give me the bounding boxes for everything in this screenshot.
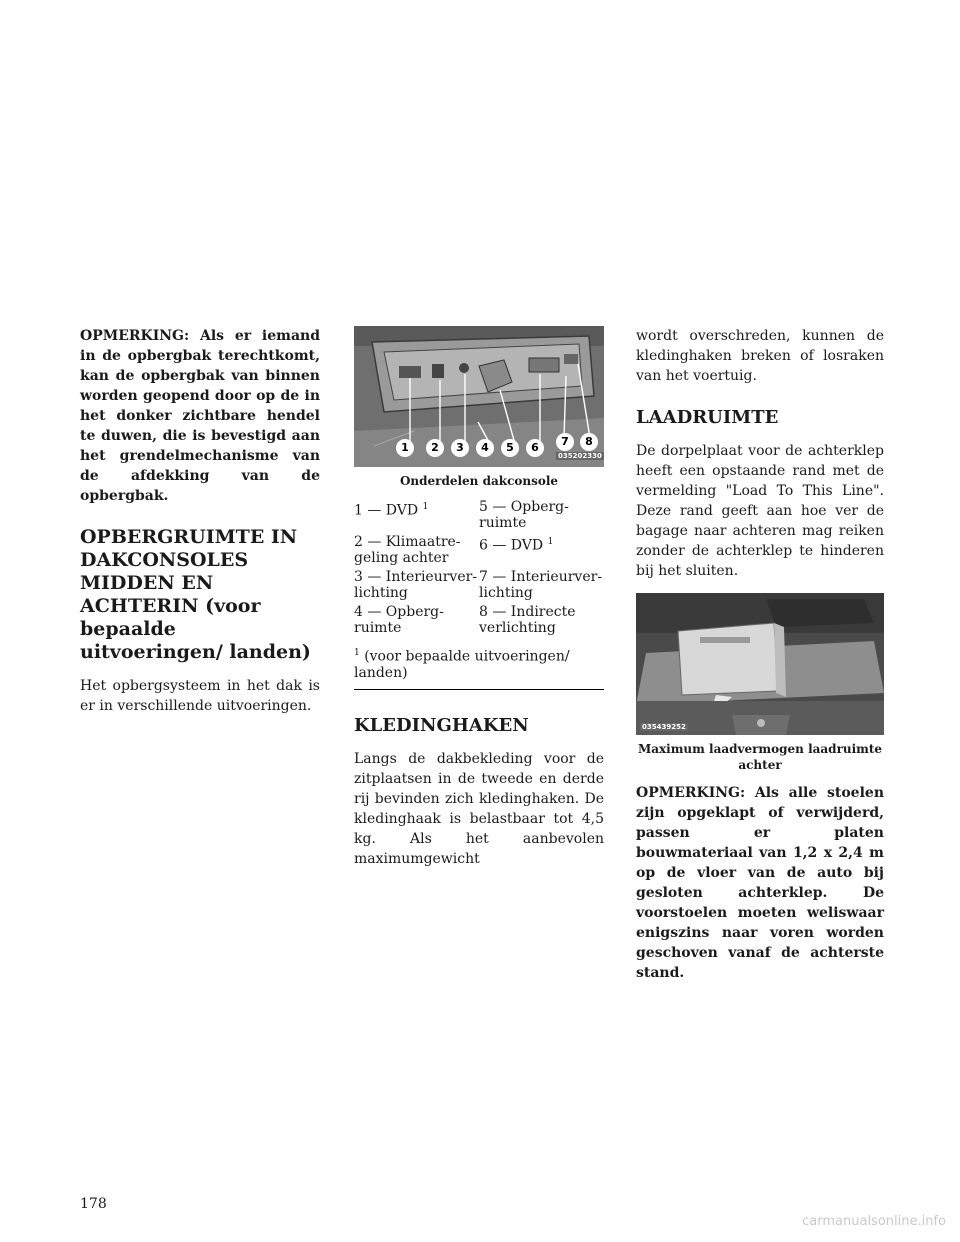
watermark: carmanualsonline.info <box>802 1214 946 1229</box>
legend-row <box>354 534 604 569</box>
figure-code: 035202330 <box>558 452 602 460</box>
legend-row <box>354 499 604 534</box>
legend-item-8: 8 — Indirecte verlichting <box>479 604 576 636</box>
legend-table <box>354 499 604 639</box>
note-cargo-area: OPMERKING: Als alle stoelen zijn opgeklapt of verwijderd, passen er platen bouwmateriaal van 1,2 x 2,4 m op de vloer van de auto bij gesloten achterklep. De voorstoelen moeten weliswaar enigszins naar voren worden geschoven vanaf de achterste stand. <box>636 785 884 981</box>
column-left <box>80 326 320 716</box>
paragraph-cargo-area: De dorpelplaat voor de achterklep heeft een opstaande rand met de vermelding "Load To This Line". Deze rand geeft aan hoe ver de bagage naar achteren mag reiken zonder de achterklep te hinderen bij het sluiten. <box>636 443 884 579</box>
legend-row <box>354 604 604 639</box>
column-middle <box>354 326 604 869</box>
callout-3: 3 <box>451 439 469 457</box>
paragraph-coat-hooks: Langs de dakbekleding voor de zitplaatsen in de tweede en derde rij bevinden zich kledinghaken. De kledinghaak is belastbaar tot 4,5 kg. Als het aanbevolen maximumgewicht <box>354 750 604 867</box>
legend-footnote: $^1$ (voor bepaalde uitvoeringen/ landen) <box>354 645 604 690</box>
legend-item-3: 3 — Interieurver- lichting <box>354 569 478 601</box>
paragraph-coat-hooks-cont: wordt overschreden, kunnen de kledinghaken breken of losraken van het voertuig. <box>636 328 884 384</box>
callout-5: 5 <box>501 439 519 457</box>
legend-item-7: 7 — Interieurver- lichting <box>479 569 603 601</box>
figure-overhead-console <box>354 326 604 467</box>
legend-item-4: 4 — Opberg- ruimte <box>354 604 444 636</box>
caption-cargo-area: Maximum laadvermogen laadruimte achter <box>637 742 883 772</box>
callout-6: 6 <box>526 439 544 457</box>
paragraph-overhead-storage: Het opbergsysteem in het dak is er in verschillende uitvoeringen. <box>80 678 320 714</box>
legend-item-6: 6 — DVD $^1$ <box>479 537 554 554</box>
legend-row <box>354 569 604 604</box>
heading-cargo-area: LAADRUIMTE <box>636 407 779 428</box>
figure-code: 035439252 <box>642 723 686 731</box>
figure-cargo-area <box>636 593 884 735</box>
caption-overhead-console: Onderdelen dakconsole <box>399 474 559 488</box>
heading-coat-hooks: KLEDINGHAKEN <box>354 714 529 736</box>
heading-overhead-storage: OPBERGRUIMTE IN DAKCONSOLES MIDDEN EN ACHTERIN (voor bepaalde uitvoeringen/ landen) <box>80 526 311 663</box>
legend-item-1: 1 — DVD $^1$ <box>354 502 429 519</box>
callout-2: 2 <box>426 439 444 457</box>
callout-8: 8 <box>580 433 598 451</box>
callout-1: 1 <box>396 439 414 457</box>
callout-4: 4 <box>476 439 494 457</box>
callout-7: 7 <box>556 433 574 451</box>
figure-callouts <box>396 435 604 460</box>
page-number: 178 <box>80 1196 107 1212</box>
legend-item-5: 5 — Opberg- ruimte <box>479 499 569 531</box>
cargo-area-illustration <box>636 593 884 735</box>
note-storage-bin: OPMERKING: Als er iemand in de opbergbak terechtkomt, kan de opbergbak van binnen worden geopend door op de in het donker zichtbare hendel te duwen, die is bevestigd aan het grendelmechanisme van de afdekking van de opbergbak. <box>80 328 320 504</box>
column-right <box>636 326 884 983</box>
legend-item-2: 2 — Klimaatre- geling achter <box>354 534 461 566</box>
